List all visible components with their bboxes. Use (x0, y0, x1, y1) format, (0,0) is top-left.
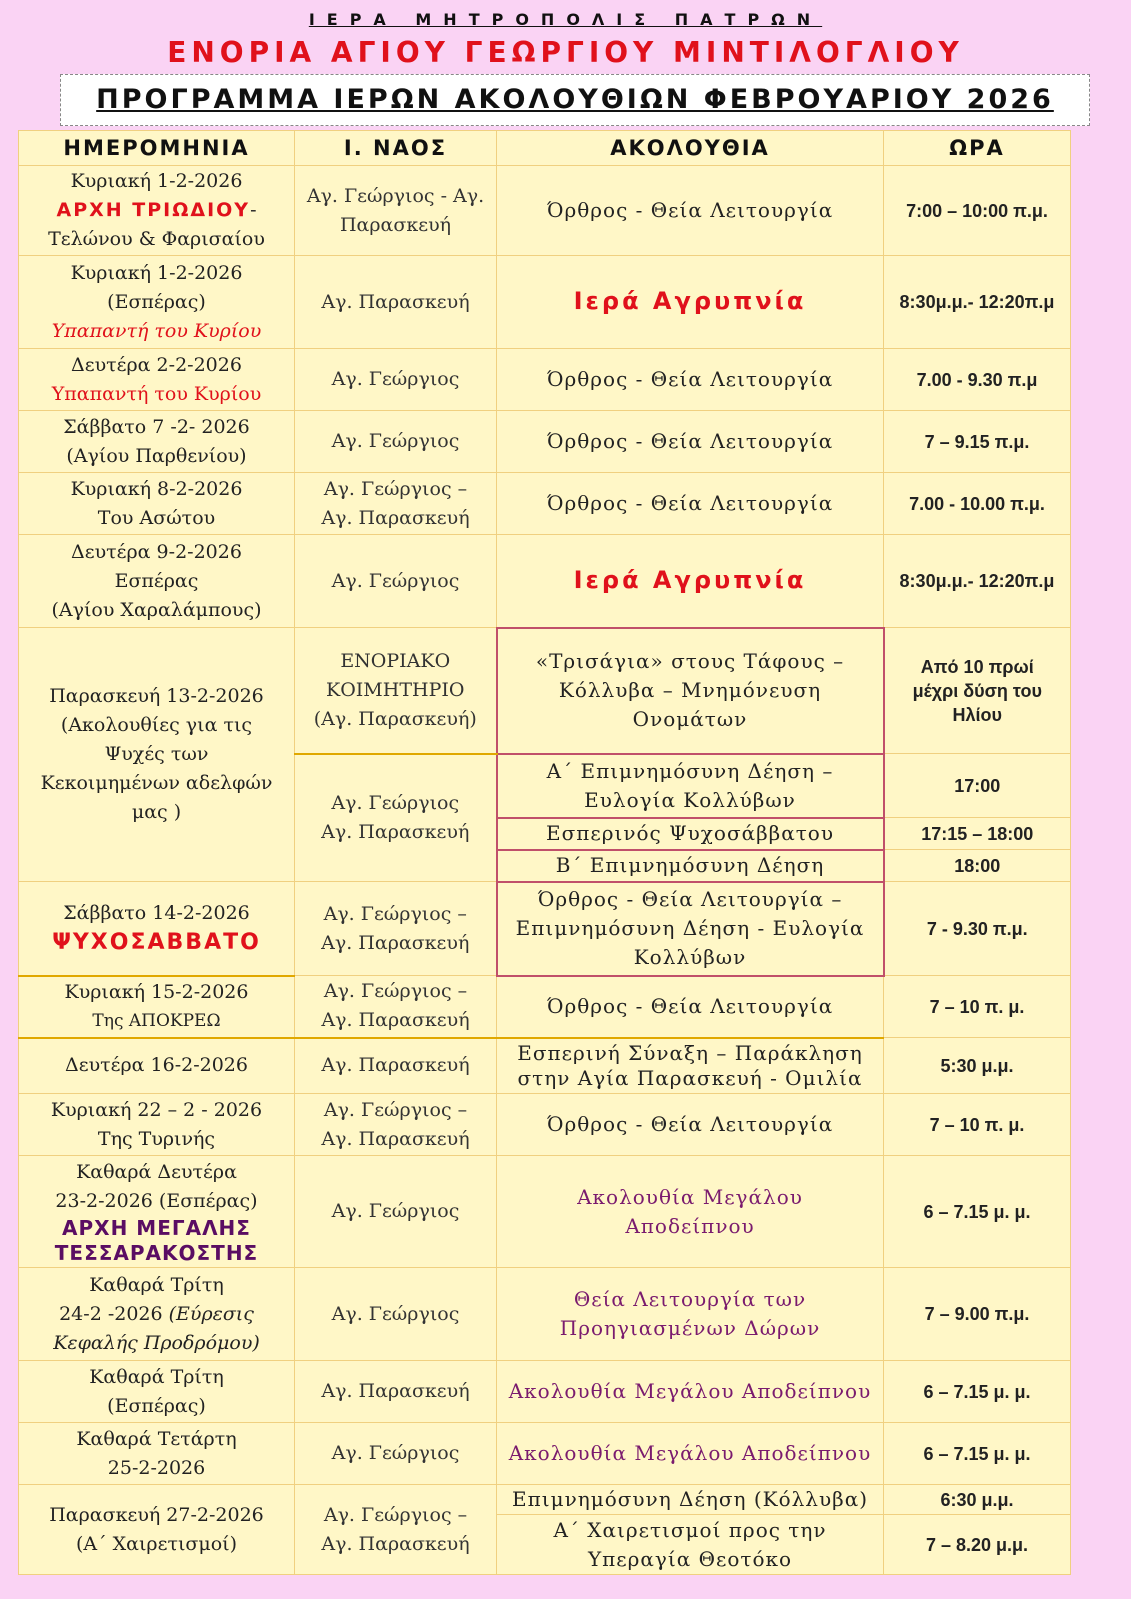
metropolis-header: ΙΕΡΑ ΜΗΤΡΟΠΟΛΙΣ ΠΑΤΡΩΝ (308, 10, 823, 29)
date-line: Σάββατο 7 -2- 2026 (63, 415, 250, 438)
date-line: Κυριακή 22 – 2 - 2026 (50, 1098, 263, 1121)
table-row (19, 628, 1071, 754)
row-date (19, 1361, 295, 1423)
row-time: 7 - 9.30 π.μ. (884, 882, 1071, 976)
row-church: Αγ. Γεώργιος (295, 535, 497, 628)
row-service: Όρθρος - Θεία Λειτουργία (497, 166, 884, 256)
church-line: Αγ. Γεώργιος – (323, 477, 468, 500)
row-service: Ακολουθία Μεγάλου Αποδείπνου (497, 1361, 884, 1423)
table-row (19, 1361, 1071, 1423)
church-line: Αγ. Γεώργιος – (323, 902, 467, 925)
row-time: 6 – 7.15 μ. μ. (884, 1361, 1071, 1423)
row-time: 17:00 (884, 754, 1071, 818)
row-date (19, 1485, 295, 1575)
row-date (19, 976, 295, 1038)
date-line: Κυριακή 8-2-2026 (70, 477, 243, 500)
date-line: Σάββατο 14-2-2026 (63, 902, 250, 925)
feast-name: Υπαπαντή του Κυρίου (51, 382, 262, 405)
schedule-table (18, 130, 1071, 1575)
row-church: Αγ. Γεώργιος (295, 349, 497, 411)
row-date (19, 1156, 295, 1268)
date-line: (Α΄ Χαιρετισμοί) (75, 1532, 238, 1555)
row-date (19, 473, 295, 535)
row-church: Αγ. Γεώργιος - Αγ. Παρασκευή (295, 166, 497, 256)
row-service: Β΄ Επιμνημόσυνη Δέηση (497, 850, 884, 882)
table-row (19, 256, 1071, 349)
row-church (295, 976, 497, 1038)
table-row (19, 473, 1071, 535)
date-line: Κυριακή 15-2-2026 (64, 980, 249, 1003)
col-date: ΗΜΕΡΟΜΗΝΙΑ (19, 131, 295, 166)
row-service: Όρθρος - Θεία Λειτουργία (497, 473, 884, 535)
row-service: Α΄ Επιμνημόσυνη Δέηση – Ευλογία Κολλύβων (497, 754, 884, 818)
row-service: Όρθρος - Θεία Λειτουργία – Επιμνημόσυνη Δέηση - Ευλογία Κολλύβων (497, 882, 884, 976)
row-time: 7.00 - 10.00 π.μ. (884, 473, 1071, 535)
row-time: 5:30 μ.μ. (884, 1038, 1071, 1094)
row-time: 7.00 - 9.30 π.μ (884, 349, 1071, 411)
row-time: 7:00 – 10:00 π.μ. (884, 166, 1071, 256)
church-line: Αγ. Γεώργιος (331, 791, 460, 814)
table-row (19, 1038, 1071, 1094)
schedule-title (60, 74, 1090, 126)
church-line: Αγ. Παρασκευή (321, 931, 470, 954)
feast-name: Υπαπαντή του Κυρίου (51, 319, 262, 342)
row-church: Αγ. Γεώργιος (295, 1156, 497, 1268)
vigil-label: Ιερά Αγρυπνία (573, 565, 807, 594)
table-row (19, 1423, 1071, 1485)
table-row (19, 1094, 1071, 1156)
date-line: Παρασκευή 27-2-2026 (49, 1503, 264, 1526)
row-date (19, 166, 295, 256)
date-line: (Εσπέρας) (107, 1394, 206, 1417)
row-time: 8:30μ.μ.- 12:20π.μ (884, 256, 1071, 349)
row-date (19, 535, 295, 628)
parish-header: ΕΝΟΡΙΑ ΑΓΙΟΥ ΓΕΩΡΓΙΟΥ ΜΙΝΤΙΛΟΓΛΙΟΥ (167, 36, 964, 69)
church-line: Αγ. Παρασκευή (321, 1127, 470, 1150)
date-line: Κεφαλής Προδρόμου) (53, 1331, 260, 1354)
date-line (19, 196, 294, 225)
row-church (295, 754, 497, 882)
psychosavvato-label: ΨΥΧΟΣΑΒΒΑΤΟ (52, 930, 261, 956)
date-line: Καθαρά Τρίτη (89, 1273, 224, 1296)
date-line: Της Τυρινής (97, 1127, 216, 1150)
date-line: (Αγίου Παρθενίου) (66, 444, 247, 467)
church-line: Αγ. Παρασκευή (321, 506, 470, 529)
row-service: Α΄ Χαιρετισμοί προς την Υπεραγία Θεοτόκο (497, 1515, 884, 1575)
table-row (19, 1268, 1071, 1361)
row-church: Αγ. Γεώργιος (295, 1268, 497, 1361)
row-service: Ακολουθία Μεγάλου Αποδείπνου (497, 1156, 884, 1268)
triodion-start: ΑΡΧΗ ΤΡΙΩΔΙΟΥ (56, 199, 251, 221)
row-service: Εσπερινή Σύναξη – Παράκληση στην Αγία Παρασκευή - Ομιλία (497, 1038, 884, 1094)
date-line: Καθαρά Δευτέρα (76, 1160, 237, 1183)
date-line: Κυριακή 1-2-2026 (70, 170, 243, 192)
row-service: «Τρισάγια» στους Τάφους – Κόλλυβα – Μνημόνευση Ονομάτων (497, 628, 884, 754)
date-line: 23-2-2026 (Εσπέρας) (55, 1189, 258, 1212)
row-time: 6:30 μ.μ. (884, 1485, 1071, 1515)
row-church (295, 473, 497, 535)
col-church: Ι. ΝΑΟΣ (295, 131, 497, 166)
church-line: Αγ. Παρασκευή (321, 820, 470, 843)
table-row (19, 411, 1071, 473)
row-time: Από 10 πρωί μέχρι δύση του Ηλίου (884, 628, 1071, 754)
row-date: Παρασκευή 13-2-2026 (Ακολουθίες για τις Ψυχές των Κεκοιμημένων αδελφών μας ) (19, 628, 295, 882)
lent-start: ΑΡΧΗ ΜΕΓΑΛΗΣ ΤΕΣΣΑΡΑΚΟΣΤΗΣ (54, 1215, 259, 1265)
row-service: Όρθρος - Θεία Λειτουργία (497, 976, 884, 1038)
row-time: 7 – 10 π. μ. (884, 1094, 1071, 1156)
row-church: Αγ. Γεώργιος (295, 411, 497, 473)
date-line: Δευτέρα 9-2-2026 (71, 540, 242, 563)
col-time: ΩΡΑ (884, 131, 1071, 166)
table-row (19, 1156, 1071, 1268)
church-line: Αγ. Παρασκευή (321, 1009, 470, 1032)
row-time: 7 – 9.00 π.μ. (884, 1268, 1071, 1361)
table-row (19, 976, 1071, 1038)
row-service: Όρθρος - Θεία Λειτουργία (497, 411, 884, 473)
col-service: ΑΚΟΛΟΥΘΙΑ (497, 131, 884, 166)
church-line: Αγ. Γεώργιος – (323, 980, 468, 1003)
feast-part: (Εύρεσις (168, 1302, 254, 1325)
row-service (497, 256, 884, 349)
date-dash: - (250, 199, 257, 221)
row-service: Ακολουθία Μεγάλου Αποδείπνου (497, 1423, 884, 1485)
table-row (19, 535, 1071, 628)
date-line: Της ΑΠΟΚΡΕΩ (92, 1010, 221, 1031)
date-line: Του Ασώτου (97, 506, 216, 529)
date-line: (Αγίου Χαραλάμπους) (51, 598, 262, 621)
church-line: Αγ. Γεώργιος – (323, 1503, 468, 1526)
row-time: 6 – 7.15 μ. μ. (884, 1423, 1071, 1485)
row-date (19, 256, 295, 349)
date-line: (Εσπέρας) (107, 290, 206, 313)
row-time: 17:15 – 18:00 (884, 818, 1071, 850)
row-date (19, 1423, 295, 1485)
row-date (19, 411, 295, 473)
date-line: Κυριακή 1-2-2026 (70, 261, 243, 284)
row-church: ΕΝΟΡΙΑΚΟ ΚΟΙΜΗΤΗΡΙΟ (Αγ. Παρασκευή) (295, 628, 497, 754)
date-line: Καθαρά Τρίτη (89, 1365, 224, 1388)
table-row (19, 1485, 1071, 1515)
date-line: 25-2-2026 (107, 1456, 206, 1479)
row-service: Εσπερινός Ψυχοσάββατου (497, 818, 884, 850)
row-time: 7 – 8.20 μ.μ. (884, 1515, 1071, 1575)
table-row (19, 882, 1071, 976)
row-service: Επιμνημόσυνη Δέηση (Κόλλυβα) (497, 1485, 884, 1515)
row-church (295, 882, 497, 976)
row-date (19, 349, 295, 411)
date-line: Τελώνου & Φαρισαίου (48, 228, 265, 250)
table-row (19, 166, 1071, 256)
row-time: 18:00 (884, 850, 1071, 882)
row-church: Αγ. Γεώργιος (295, 1423, 497, 1485)
row-time: 8:30μ.μ.- 12:20π.μ (884, 535, 1071, 628)
row-service: Όρθρος - Θεία Λειτουργία (497, 1094, 884, 1156)
row-date (19, 1094, 295, 1156)
row-time: 7 – 9.15 π.μ. (884, 411, 1071, 473)
row-church (295, 1485, 497, 1575)
date-part: 24-2 -2026 (59, 1302, 163, 1325)
date-line: Εσπέρας (114, 569, 199, 592)
row-service: Θεία Λειτουργία των Προηγιασμένων Δώρων (497, 1268, 884, 1361)
date-line: Καθαρά Τετάρτη (76, 1427, 237, 1450)
vigil-label: Ιερά Αγρυπνία (573, 287, 807, 315)
row-date (19, 882, 295, 976)
row-church: Αγ. Παρασκευή (295, 256, 497, 349)
table-header-row (19, 131, 1071, 166)
row-time: 6 – 7.15 μ. μ. (884, 1156, 1071, 1268)
church-line: Αγ. Παρασκευή (321, 1532, 470, 1555)
row-church: Αγ. Παρασκευή (295, 1038, 497, 1094)
schedule-title-text: ΠΡΟΓΡΑΜΜΑ ΙΕΡΩΝ ΑΚΟΛΟΥΘΙΩΝ ΦΕΒΡΟΥΑΡΙΟΥ 2026 (96, 84, 1054, 115)
row-date (19, 1268, 295, 1361)
row-service: Όρθρος - Θεία Λειτουργία (497, 349, 884, 411)
church-line: Αγ. Γεώργιος – (323, 1098, 468, 1121)
row-church (295, 1094, 497, 1156)
row-service (497, 535, 884, 628)
row-date: Δευτέρα 16-2-2026 (19, 1038, 295, 1094)
row-church: Αγ. Παρασκευή (295, 1361, 497, 1423)
table-row (19, 349, 1071, 411)
row-time: 7 – 10 π. μ. (884, 976, 1071, 1038)
date-line (19, 1300, 294, 1329)
date-line: Δευτέρα 2-2-2026 (71, 353, 242, 376)
